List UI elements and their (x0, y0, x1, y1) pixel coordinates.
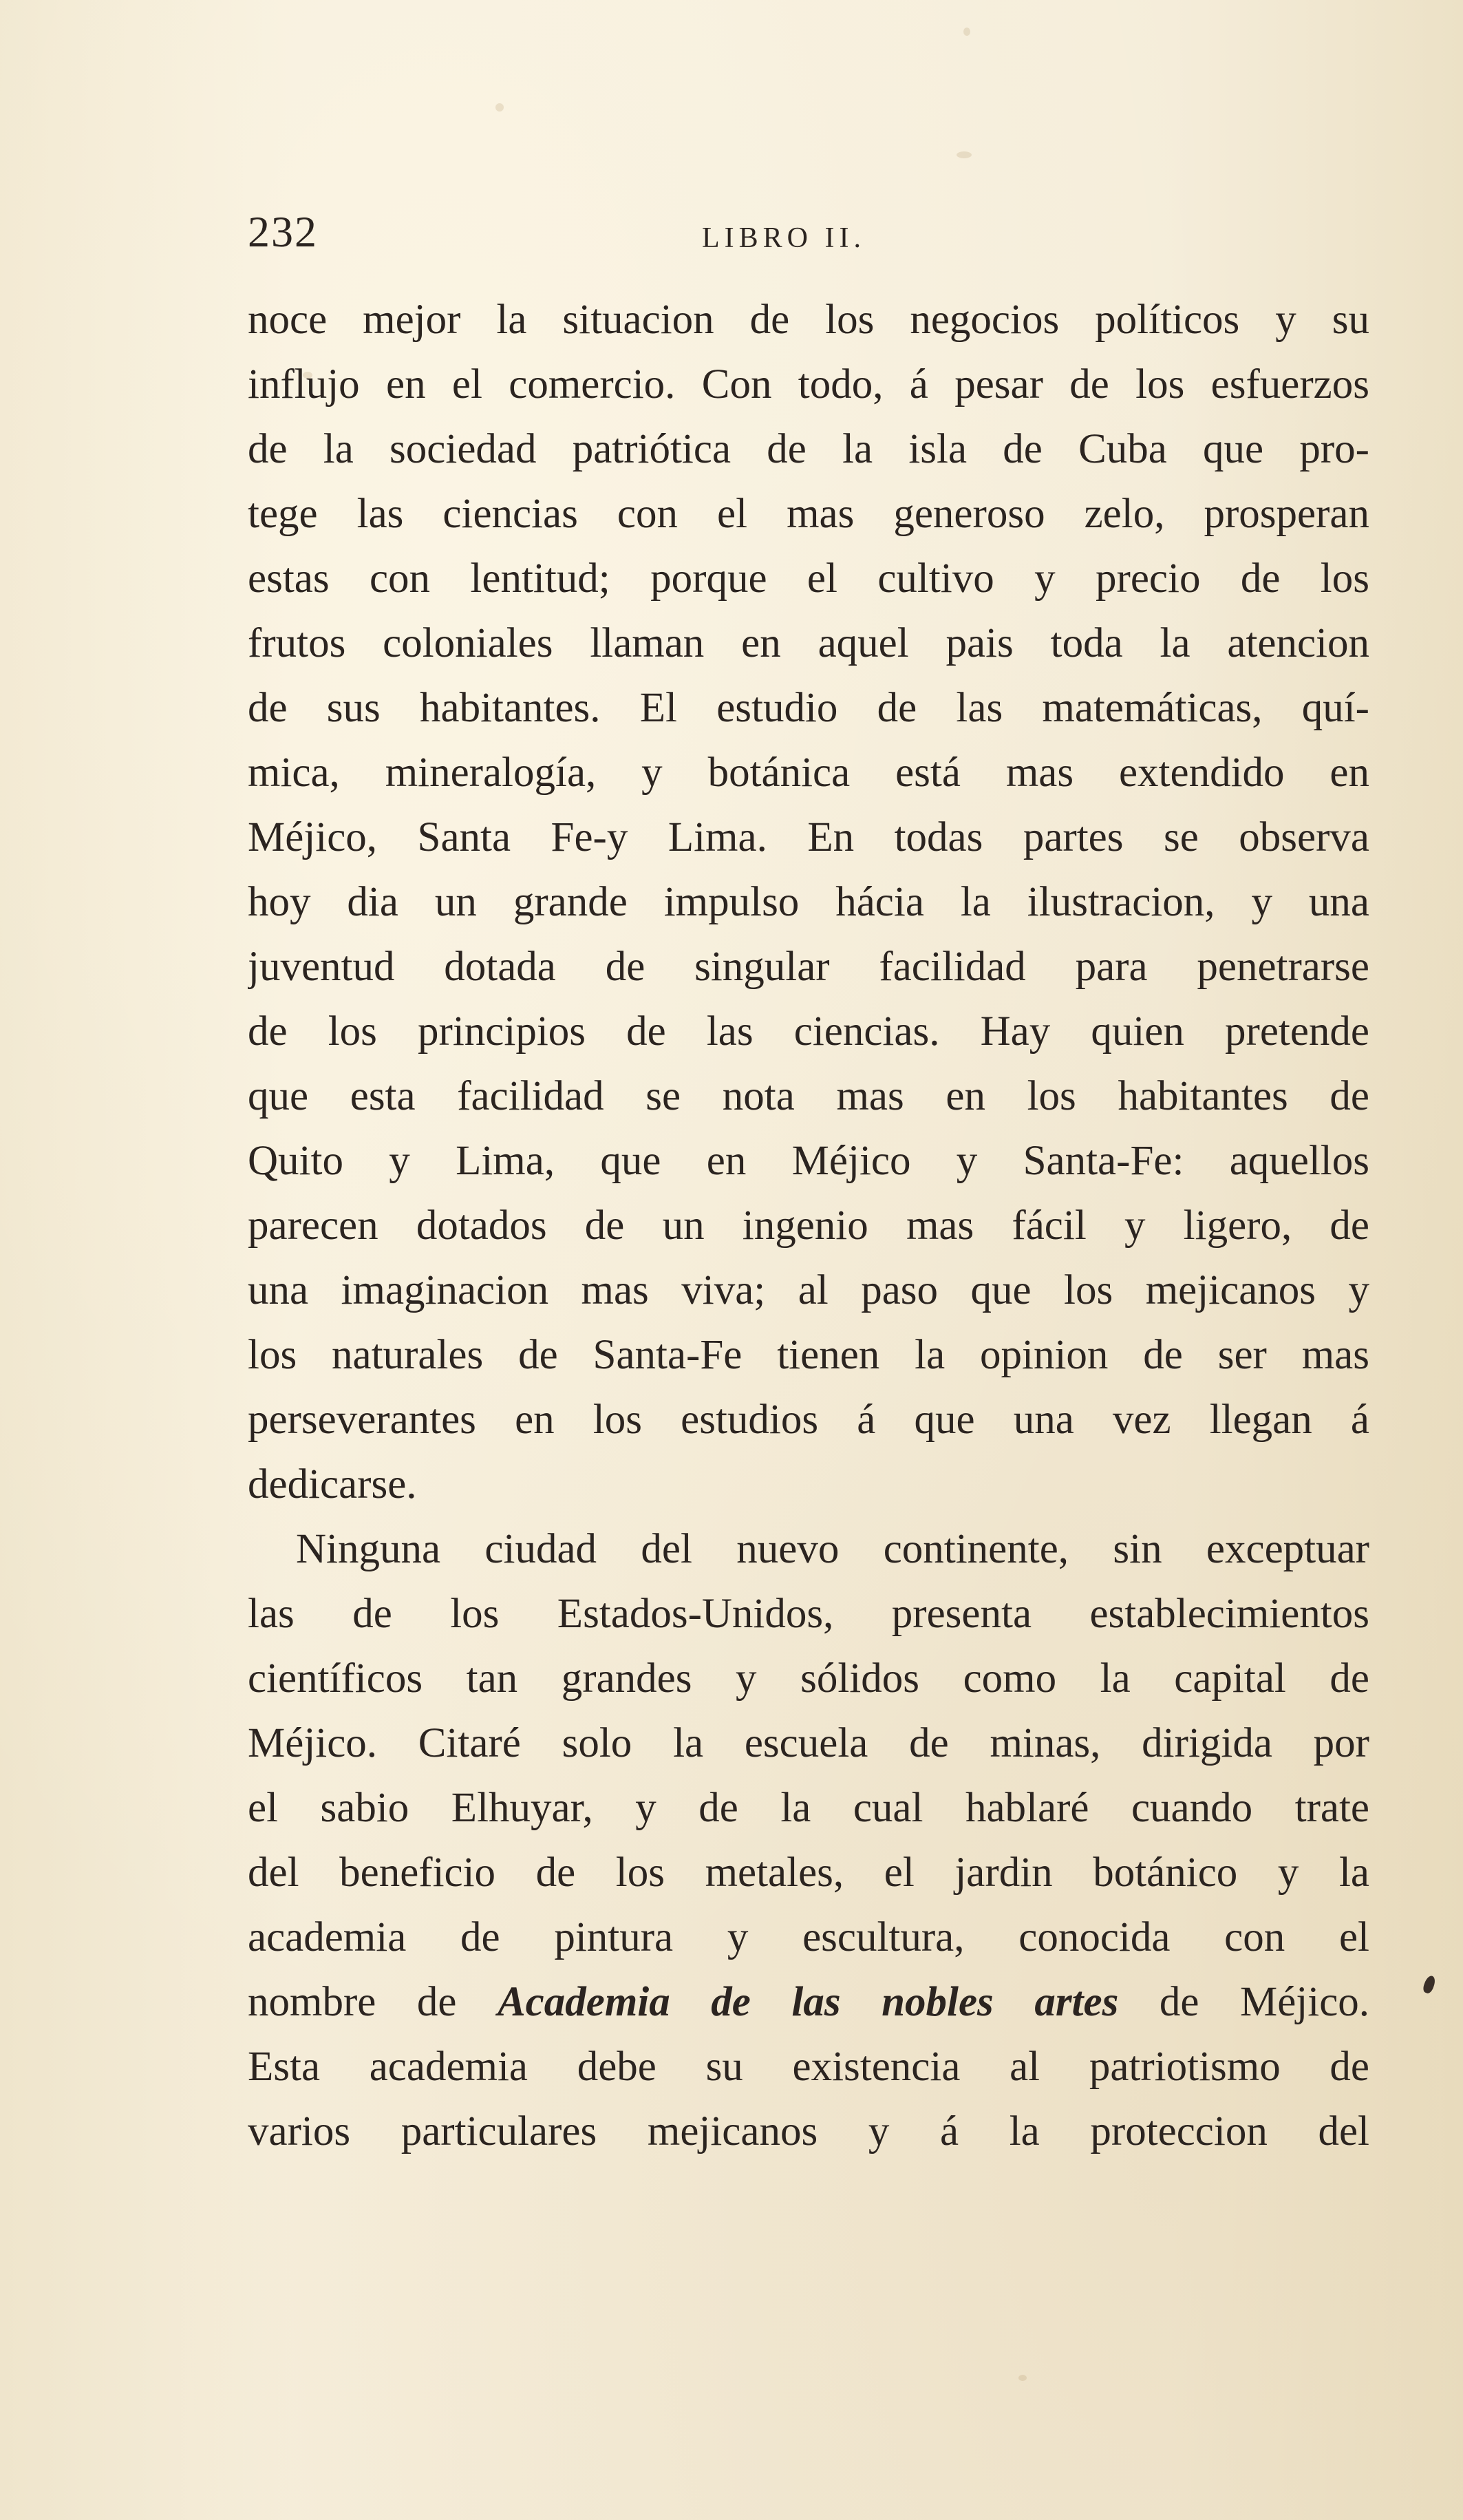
text-line: de los principios de las ciencias. Hay quien pretende (248, 1008, 1369, 1055)
ink-mark (1422, 1974, 1437, 1994)
text-line: Méjico. Citaré solo la escuela de minas, dirigida por (248, 1720, 1369, 1766)
academy-name: Academia de las nobles artes (498, 1979, 1119, 2025)
paper-stain (957, 151, 972, 158)
academy-name-line (248, 1970, 1369, 2035)
text-line: parecen dotados de un ingenio mas fácil y ligero, de (248, 1203, 1369, 1249)
text-line: tege las ciencias con el mas generoso zelo, prosperan (248, 491, 1369, 537)
text-line: influjo en el comercio. Con todo, á pesar de los esfuerzos (248, 361, 1369, 407)
academy-line-before: nombre de (248, 1979, 457, 2025)
text-line: de la sociedad patriótica de la isla de Cuba que pro- (248, 426, 1369, 472)
paper-stain (963, 28, 970, 36)
text-line: las de los Estados-Unidos, presenta establecimientos (248, 1591, 1369, 1637)
text-line: que esta facilidad se nota mas en los habitantes de (248, 1073, 1369, 1119)
text-line: del beneficio de los metales, el jardin botánico y la (248, 1850, 1369, 1896)
text-line: Quito y Lima, que en Méjico y Santa-Fe: aquellos (248, 1138, 1369, 1184)
text-line: hoy dia un grande impulso hácia la ilustracion, y una (248, 879, 1369, 925)
text-line: perseverantes en los estudios á que una vez llegan á (248, 1397, 1369, 1443)
text-line: Esta academia debe su existencia al patriotismo de (248, 2044, 1369, 2090)
text-line: frutos coloniales llaman en aquel pais toda la atencion (248, 620, 1369, 666)
text-line: una imaginacion mas viva; al paso que los mejicanos y (248, 1267, 1369, 1313)
paragraph-end-line: dedicarse. (248, 1461, 417, 1507)
academy-line-after: de Méjico. (1159, 1979, 1369, 2025)
body-text (248, 288, 1369, 2164)
text-line: científicos tan grandes y sólidos como la capital de (248, 1655, 1369, 1702)
running-head: LIBRO II. (702, 222, 866, 254)
text-line: estas con lentitud; porque el cultivo y precio de los (248, 555, 1369, 602)
text-line: academia de pintura y escultura, conocida con el (248, 1914, 1369, 1960)
text-line: Méjico, Santa Fe-y Lima. En todas partes se observa (248, 814, 1369, 860)
paper-stain (1018, 2375, 1027, 2381)
paper-stain (495, 103, 504, 112)
paragraph-start-line: Ninguna ciudad del nuevo continente, sin exceptuar (296, 1526, 1369, 1572)
text-line: de sus habitantes. El estudio de las matemáticas, quí- (248, 685, 1369, 731)
text-line: noce mejor la situacion de los negocios políticos y su (248, 297, 1369, 343)
text-line: varios particulares mejicanos y á la proteccion del (248, 2108, 1369, 2154)
text-line: los naturales de Santa-Fe tienen la opinion de ser mas (248, 1332, 1369, 1378)
page-number: 232 (248, 207, 318, 256)
text-line: mica, mineralogía, y botánica está mas extendido en (248, 750, 1369, 796)
text-line: juventud dotada de singular facilidad para penetrarse (248, 944, 1369, 990)
text-line: el sabio Elhuyar, y de la cual hablaré cuando trate (248, 1785, 1369, 1831)
page-header (248, 207, 1369, 268)
